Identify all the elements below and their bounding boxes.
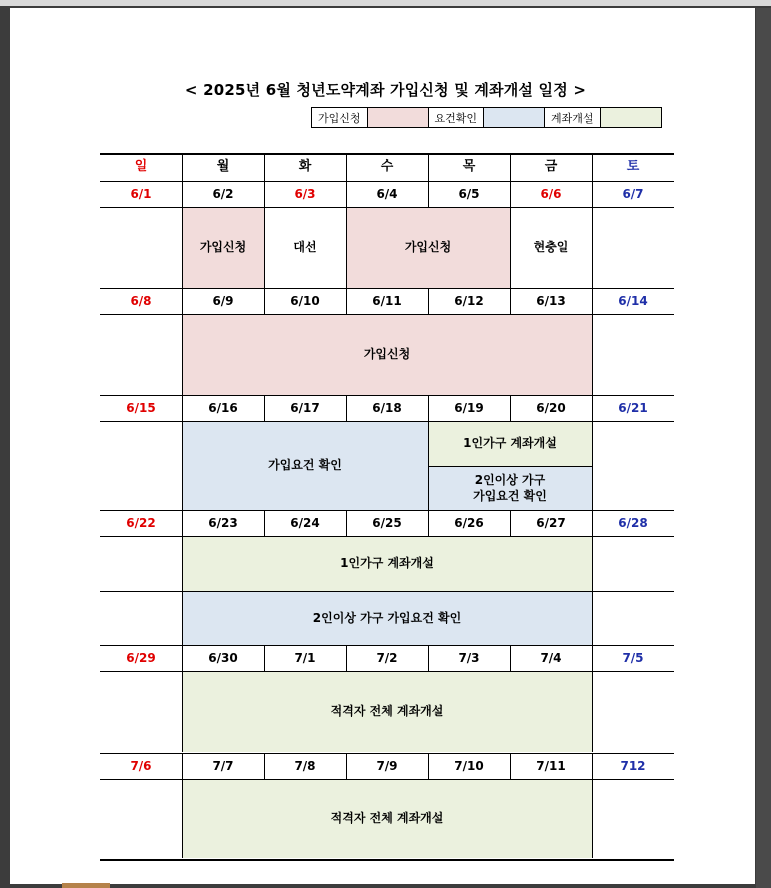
row-divider xyxy=(100,288,674,289)
date-cell: 7/5 xyxy=(622,650,644,665)
column-divider xyxy=(510,181,511,207)
date-cell: 7/9 xyxy=(376,758,398,773)
calendar-table xyxy=(100,153,674,860)
event-all-account: 적격자 전체 계좌개설 xyxy=(182,779,592,858)
date-cell: 6/25 xyxy=(372,515,402,530)
viewer-background xyxy=(756,8,771,888)
date-cell: 6/5 xyxy=(458,186,480,201)
date-cell: 6/29 xyxy=(126,650,156,665)
column-divider xyxy=(428,645,429,671)
column-divider xyxy=(592,395,593,421)
column-divider xyxy=(182,421,183,510)
date-cell: 7/3 xyxy=(458,650,480,665)
column-divider xyxy=(592,510,593,536)
column-divider xyxy=(346,645,347,671)
column-divider xyxy=(592,181,593,207)
column-divider xyxy=(182,181,183,207)
weekday-header: 월 xyxy=(216,159,230,175)
row-divider xyxy=(100,181,674,182)
table-bottom-border xyxy=(100,859,674,861)
date-cell: 6/17 xyxy=(290,400,320,415)
column-divider xyxy=(510,753,511,779)
column-divider xyxy=(510,207,511,288)
column-divider xyxy=(428,395,429,421)
event-single-account: 1인가구 계좌개설 xyxy=(428,421,592,466)
column-divider xyxy=(346,181,347,207)
column-divider xyxy=(346,207,347,288)
legend-swatch-check xyxy=(484,108,545,127)
legend-swatch-open xyxy=(601,108,661,127)
date-cell: 6/2 xyxy=(212,186,234,201)
date-cell: 7/11 xyxy=(536,758,566,773)
column-divider xyxy=(182,288,183,314)
date-cell: 6/6 xyxy=(540,186,562,201)
row-divider xyxy=(100,779,674,780)
column-divider xyxy=(182,645,183,671)
weekday-header: 목 xyxy=(462,159,476,175)
column-divider xyxy=(182,671,183,752)
legend-swatch-apply xyxy=(368,108,429,127)
column-divider xyxy=(264,753,265,779)
column-divider xyxy=(264,645,265,671)
date-cell: 7/2 xyxy=(376,650,398,665)
date-cell: 6/20 xyxy=(536,400,566,415)
event-divider xyxy=(428,466,592,467)
event-multi-check: 2인이상 가구 가입요건 확인 xyxy=(428,466,592,511)
date-cell: 6/28 xyxy=(618,515,648,530)
column-divider xyxy=(182,314,183,395)
weekday-header: 일 xyxy=(134,159,148,175)
column-divider xyxy=(510,288,511,314)
column-divider xyxy=(264,395,265,421)
date-cell: 7/10 xyxy=(454,758,484,773)
column-divider xyxy=(592,153,593,181)
weekday-header: 토 xyxy=(626,159,640,175)
column-divider xyxy=(428,153,429,181)
date-cell: 6/30 xyxy=(208,650,238,665)
event-all-account: 적격자 전체 계좌개설 xyxy=(182,671,592,752)
column-divider xyxy=(510,510,511,536)
row-divider xyxy=(100,395,674,396)
column-divider xyxy=(182,753,183,779)
date-cell: 6/19 xyxy=(454,400,484,415)
event-eligibility-check: 가입요건 확인 xyxy=(182,421,428,510)
date-cell: 6/23 xyxy=(208,515,238,530)
row-divider xyxy=(100,753,674,754)
column-divider xyxy=(592,536,593,645)
date-cell: 7/6 xyxy=(130,758,152,773)
column-divider xyxy=(428,181,429,207)
event-multi-check: 2인이상 가구 가입요건 확인 xyxy=(182,591,592,646)
row-divider xyxy=(100,645,674,646)
column-divider xyxy=(264,207,265,288)
column-divider xyxy=(182,536,183,645)
column-divider xyxy=(592,207,593,288)
date-cell: 6/15 xyxy=(126,400,156,415)
event-memorial-day: 현충일 xyxy=(533,240,569,255)
column-divider xyxy=(264,153,265,181)
column-divider xyxy=(182,510,183,536)
date-cell: 7/1 xyxy=(294,650,316,665)
column-divider xyxy=(264,181,265,207)
event-apply: 가입신청 xyxy=(182,207,264,288)
column-divider xyxy=(592,753,593,779)
column-divider xyxy=(346,510,347,536)
date-cell: 6/27 xyxy=(536,515,566,530)
scrollbar-thumb[interactable] xyxy=(62,883,110,888)
column-divider xyxy=(592,645,593,671)
column-divider xyxy=(346,153,347,181)
column-divider xyxy=(264,288,265,314)
column-divider xyxy=(592,671,593,752)
column-divider xyxy=(182,207,183,288)
date-cell: 6/22 xyxy=(126,515,156,530)
column-divider xyxy=(346,753,347,779)
date-cell: 7/7 xyxy=(212,758,234,773)
date-cell: 6/7 xyxy=(622,186,644,201)
date-cell: 6/1 xyxy=(130,186,152,201)
date-cell: 6/4 xyxy=(376,186,398,201)
column-divider xyxy=(182,395,183,421)
event-apply: 가입신청 xyxy=(346,207,510,288)
column-divider xyxy=(182,779,183,858)
weekday-header: 수 xyxy=(380,159,394,175)
row-divider xyxy=(100,314,674,315)
column-divider xyxy=(510,645,511,671)
date-cell: 6/26 xyxy=(454,515,484,530)
date-cell: 6/9 xyxy=(212,293,234,308)
weekday-header: 화 xyxy=(298,159,312,175)
date-cell: 6/13 xyxy=(536,293,566,308)
column-divider xyxy=(346,395,347,421)
date-cell: 6/21 xyxy=(618,400,648,415)
row-divider xyxy=(100,510,674,511)
date-cell: 6/18 xyxy=(372,400,402,415)
event-divider xyxy=(100,591,674,592)
date-cell: 6/8 xyxy=(130,293,152,308)
event-apply: 가입신청 xyxy=(182,314,592,395)
column-divider xyxy=(592,314,593,395)
legend xyxy=(311,107,662,128)
column-divider xyxy=(592,421,593,510)
event-election: 대선 xyxy=(293,240,317,255)
weekday-header: 금 xyxy=(544,159,558,175)
column-divider xyxy=(264,510,265,536)
date-cell: 6/10 xyxy=(290,293,320,308)
column-divider xyxy=(510,395,511,421)
column-divider xyxy=(428,510,429,536)
row-divider xyxy=(100,421,674,422)
page-title: < 2025년 6월 청년도약계좌 가입신청 및 계좌개설 일정 > xyxy=(184,81,587,99)
date-cell: 6/3 xyxy=(294,186,316,201)
date-cell: 6/12 xyxy=(454,293,484,308)
date-cell: 6/24 xyxy=(290,515,320,530)
date-cell: 6/14 xyxy=(618,293,648,308)
date-cell: 712 xyxy=(620,758,646,773)
window-top-strip xyxy=(0,0,771,6)
column-divider xyxy=(428,753,429,779)
date-cell: 6/16 xyxy=(208,400,238,415)
legend-label-apply: 가입신청 xyxy=(312,108,368,127)
column-divider xyxy=(182,153,183,181)
event-single-account: 1인가구 계좌개설 xyxy=(182,536,592,591)
row-divider xyxy=(100,207,674,208)
date-cell: 6/11 xyxy=(372,293,402,308)
row-divider xyxy=(100,536,674,537)
column-divider xyxy=(592,779,593,858)
date-cell: 7/4 xyxy=(540,650,562,665)
legend-label-open: 계좌개설 xyxy=(545,108,601,127)
row-divider xyxy=(100,671,674,672)
table-top-border xyxy=(100,153,674,155)
date-cell: 7/8 xyxy=(294,758,316,773)
column-divider xyxy=(592,288,593,314)
legend-label-check: 요건확인 xyxy=(429,108,485,127)
column-divider xyxy=(428,288,429,314)
column-divider xyxy=(510,153,511,181)
column-divider xyxy=(346,288,347,314)
